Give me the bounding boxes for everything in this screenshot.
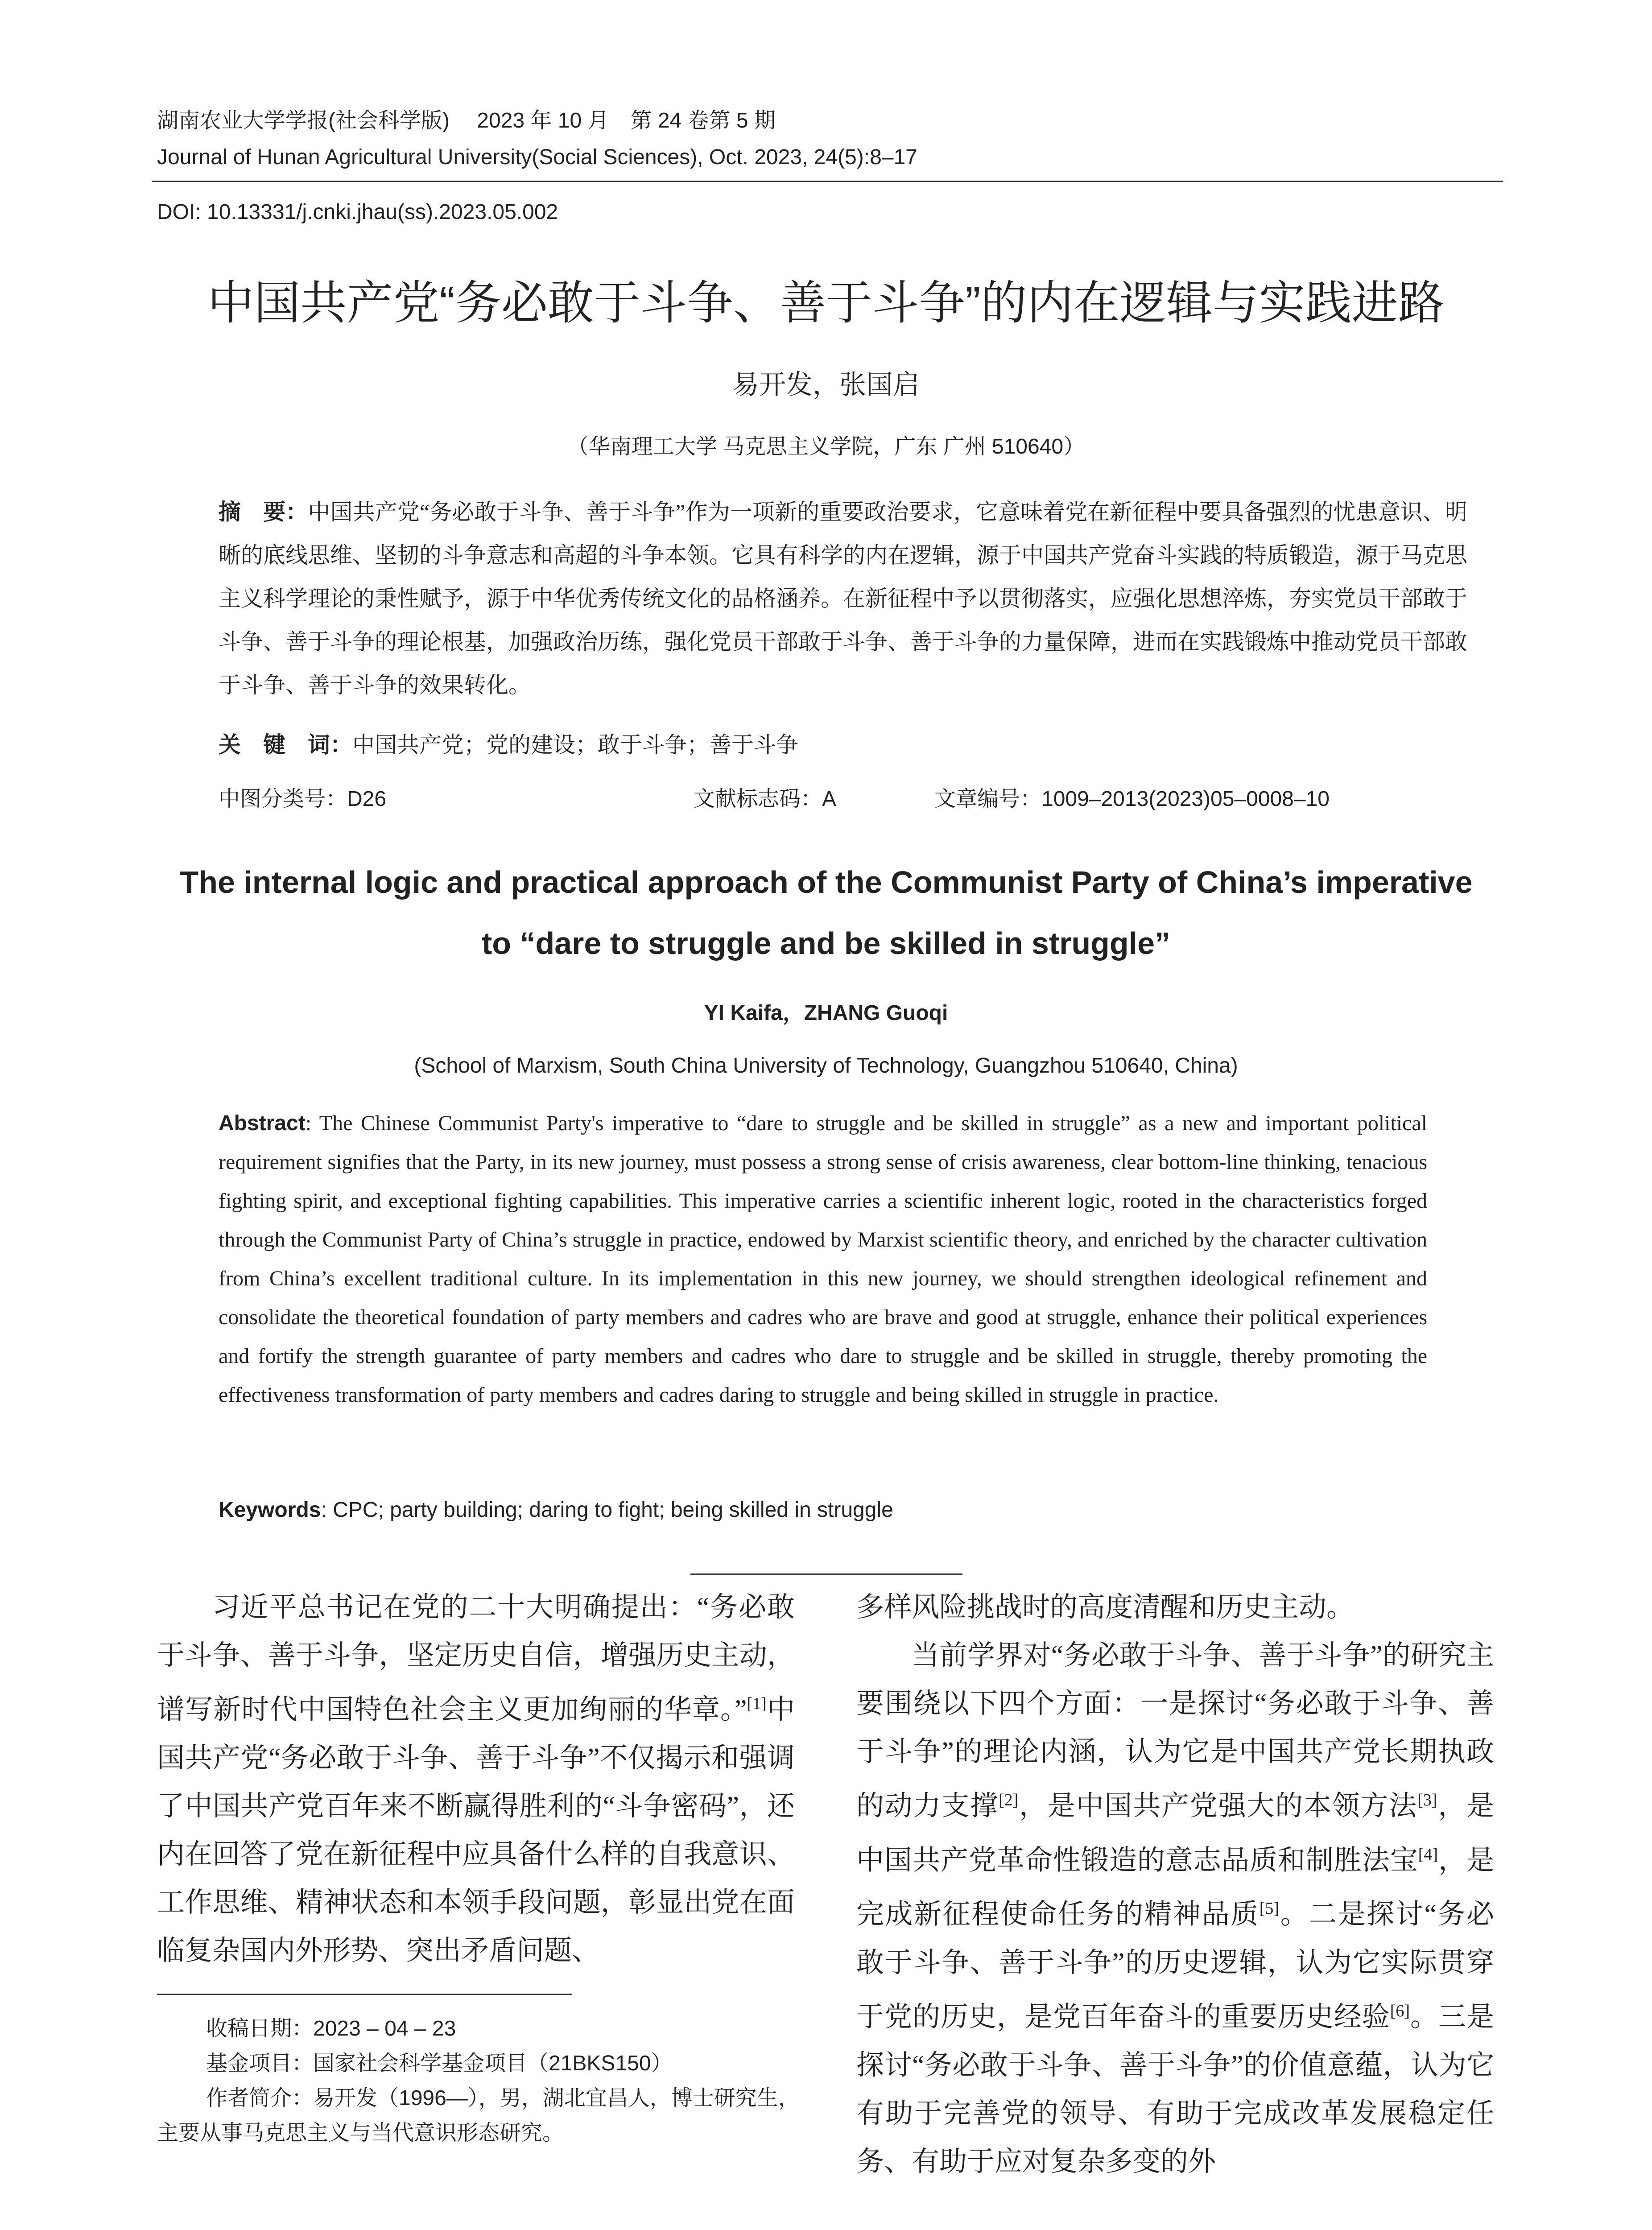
citation: [5] [1259,1899,1280,1918]
abstract-cn-label: 摘 要： [219,500,308,524]
body-paragraph: 当前学界对“务必敢于斗争、善于斗争”的研究主要围绕以下四个方面：一是探讨“务必敢于斗争、善于斗争”的理论内涵，认为它是中国共产党长期执政的动力支撑[2]，是中国共产党强大的本领方法[3]，是中国共产党革命性锻造的意志品质和制胜法宝[4]，是完成新征程使命任务的精神品质[5]。二是探讨“务必敢于斗争、善于斗争”的历史逻辑，认为它实际贯穿于党的历史，是党百年奋斗的重要历史经验[6]。三是探讨“务必敢于斗争、善于斗争”的价值意蕴，认为它有助于完善党的领导、有助于完成改革发展稳定任务、有助于应对复杂多变的外 [856,1640,1494,2177]
body-column-right [856,1583,1494,2186]
abstract-en-label: Abstract [219,1111,306,1135]
header-rule [152,181,1503,182]
abstract-en-text: : The Chinese Communist Party's imperative to “dare to struggle and be skilled in struggle” as a new and important political requirement signifies that the Party, in its new journey, must possess a strong sense of crisis awareness, clear bottom-line thinking, tenacious fighting spirit, and exceptional fighting capabilities. This imperative carries a scientific inherent logic, rooted in the characteristics forged through the Communist Party of China’s struggle in practice, endowed by Marxist scientific theory, and enriched by the character cultivation from China’s excellent traditional culture. In its implementation in this new journey, we should strengthen ideological refinement and consolidate the theoretical foundation of party members and cadres who are brave and good at struggle, enhance their political experiences and fortify the strength guarantee of party members and cadres who dare to struggle and be skilled in struggle, thereby promoting the effectiveness transformation of party members and cadres daring to struggle and being skilled in struggle in practice. [219,1111,1427,1407]
citation: [1] [747,1694,767,1713]
abstract-cn [219,491,1467,707]
footnote-rule [157,1994,572,1995]
abstract-cn-text: 中国共产党“务必敢于斗争、善于斗争”作为一项新的重要政治要求，它意味着党在新征程中要具备强烈的忧患意识、明晰的底线思维、坚韧的斗争意志和高超的斗争本领。它具有科学的内在逻辑，源于中国共产党奋斗实践的特质锻造，源于马克思主义科学理论的秉性赋予，源于中华优秀传统文化的品格涵养。在新征程中予以贯彻落实，应强化思想淬炼，夯实党员干部敢于斗争、善于斗争的理论根基，加强政治历练，强化党员干部敢于斗争、善于斗争的力量保障，进而在实践锻炼中推动党员干部敢于斗争、善于斗争的效果转化。 [219,500,1467,698]
fund-info: 基金项目：国家社会科学基金项目（21BKS150） [206,2052,673,2075]
keywords-en [219,1498,893,1522]
abstract-en [219,1104,1427,1414]
affiliation-en: (School of Marxism, South China University of Technology, Guangzhou 510640, China) [414,1054,1238,1078]
keywords-en-text: : CPC; party building; daring to fight; being skilled in struggle [321,1498,893,1522]
document-code: 文献标志码：A [694,787,837,811]
authors-cn: 易开发，张国启 [732,370,920,400]
citation: [4] [1418,1845,1438,1864]
doi: DOI: 10.13331/j.cnki.jhau(ss).2023.05.002 [157,200,558,224]
clc-number: 中图分类号：D26 [219,787,387,811]
keywords-en-label: Keywords [219,1498,321,1522]
affiliation-cn: （华南理工大学 马克思主义学院，广东 广州 510640） [567,435,1085,458]
article-number: 文章编号：1009–2013(2023)05–0008–10 [934,787,1330,811]
author-bio: 作者简介：易开发（1996—），男，湖北宜昌人，博士研究生，主要从事马克思主义与当代意识形态研究。 [157,2086,800,2145]
keywords-cn-label: 关 键 词： [219,732,352,757]
body-paragraph: 习近平总书记在党的二十大明确提出：“务必敢于斗争、善于斗争，坚定历史自信，增强历史主动，谱写新时代中国特色社会主义更加绚丽的华章。”[1]中国共产党“务必敢于斗争、善于斗争”不仅揭示和强调了中国共产党百年来不断赢得胜利的“斗争密码”，还内在回答了党在新征程中应具备什么样的自我意识、工作思维、精神状态和本领手段问题，彰显出党在面临复杂国内外形势、突出矛盾问题、 [157,1592,795,1966]
footnote [157,2011,813,2151]
section-separator [690,1573,962,1575]
page-title-cn: 中国共产党“务必敢于斗争、善于斗争”的内在逻辑与实践进路 [207,277,1445,329]
citation: [3] [1417,1791,1437,1809]
received-date: 收稿日期：2023 – 04 – 23 [206,2017,456,2040]
body-column-left [157,1583,795,1975]
body-paragraph-continued: 多样风险挑战时的高度清醒和历史主动。 [856,1592,1355,1623]
page-title-en-line1: The internal logic and practical approach of the Communist Party of China’s imperative [179,865,1473,900]
citation: [6] [1390,2001,1410,2020]
authors-en: YI Kaifa，ZHANG Guoqi [704,1001,948,1025]
keywords-cn-text: 中国共产党；党的建设；敢于斗争；善于斗争 [352,732,798,757]
page-title-en-line2: to “dare to struggle and be skilled in struggle” [481,926,1171,961]
journal-header-cn: 湖南农业大学学报(社会科学版) 2023 年 10 月 第 24 卷第 5 期 [157,109,776,132]
keywords-cn [219,727,798,759]
journal-header-en: Journal of Hunan Agricultural University(Social Sciences), Oct. 2023, 24(5):8–17 [157,145,917,169]
citation: [2] [998,1791,1019,1809]
